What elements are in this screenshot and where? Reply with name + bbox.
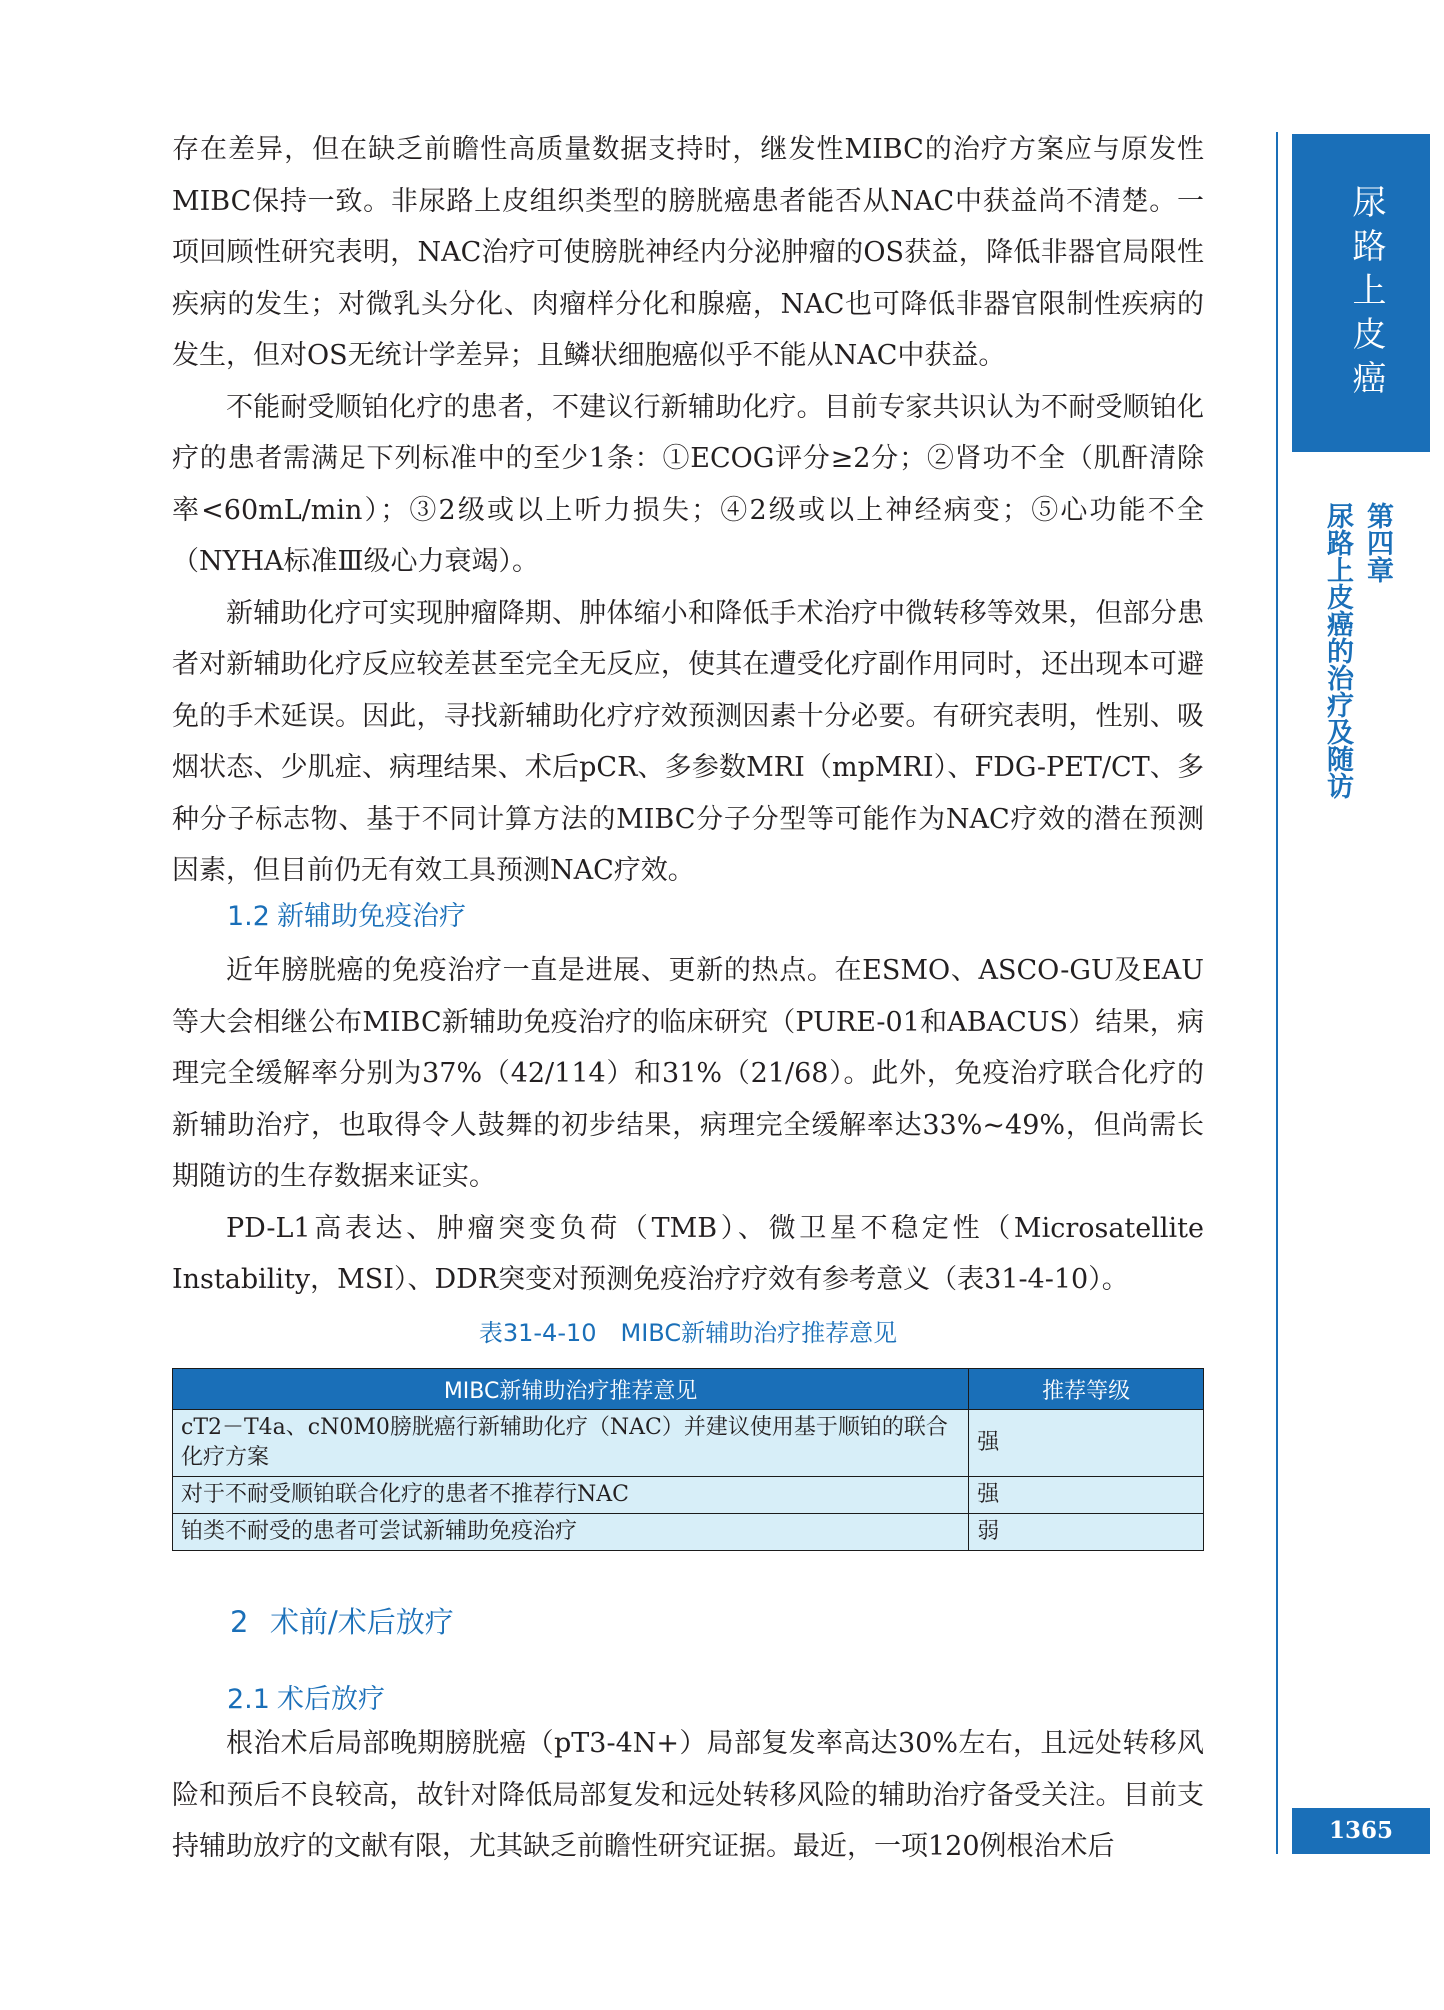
paragraph: 不能耐受顺铂化疗的患者，不建议行新辅助化疗。目前专家共识认为不耐受顺铂化疗的患者需满足下列标准中的至少1条：①ECOG评分≥2分；②肾功不全（肌酐清除率<60mL/min）；③2级或以上听力损失；④2级或以上神经病变；⑤心功能不全（NYHA标准Ⅲ级心力衰竭）。 xyxy=(172,391,1204,577)
sidebar-divider xyxy=(1276,132,1278,1854)
table-row xyxy=(173,1477,1204,1514)
body-block-3 xyxy=(172,1718,1204,1873)
paragraph: 存在差异，但在缺乏前瞻性高质量数据支持时，继发性MIBC的治疗方案应与原发性MIBC保持一致。非尿路上皮组织类型的膀胱癌患者能否从NAC中获益尚不清楚。一项回顾性研究表明，NAC治疗可使膀胱神经内分泌肿瘤的OS获益，降低非器官局限性疾病的发生；对微乳头分化、肉瘤样分化和腺癌，NAC也可降低非器官限制性疾病的发生，但对OS无统计学差异；且鳞状细胞癌似乎不能从NAC中获益。 xyxy=(172,134,1204,371)
paragraph: 根治术后局部晚期膀胱癌（pT3-4N+）局部复发率高达30%左右，且远处转移风险和预后不良较高，故针对降低局部复发和远处转移风险的辅助治疗备受关注。目前支持辅助放疗的文献有限，尤其缺乏前瞻性研究证据。最近，一项120例根治术后 xyxy=(172,1728,1204,1862)
body-block-2 xyxy=(172,945,1204,1306)
section-number: 2.1 xyxy=(227,1684,270,1715)
section-tab xyxy=(1292,134,1430,452)
table-row xyxy=(173,1514,1204,1551)
paragraph: 近年膀胱癌的免疫治疗一直是进展、更新的热点。在ESMO、ASCO-GU及EAU等大会相继公布MIBC新辅助免疫治疗的临床研究（PURE-01和ABACUS）结果，病理完全缓解率分别为37%（42/114）和31%（21/68）。此外，免疫治疗联合化疗的新辅助治疗，也取得令人鼓舞的初步结果，病理完全缓解率达33%~49%，但尚需长期随访的生存数据来证实。 xyxy=(172,955,1204,1192)
section-heading-2-1 xyxy=(227,1677,385,1716)
page-number: 1365 xyxy=(1292,1808,1430,1854)
section-title: 术后放疗 xyxy=(277,1684,385,1715)
section-title: 术前/术后放疗 xyxy=(270,1605,454,1639)
table-row xyxy=(173,1410,1204,1477)
table-caption: 表31-4-10 MIBC新辅助治疗推荐意见 xyxy=(478,1319,898,1347)
section-number: 1.2 xyxy=(227,901,270,932)
paragraph: 新辅助化疗可实现肿瘤降期、肿体缩小和降低手术治疗中微转移等效果，但部分患者对新辅助化疗反应较差甚至完全无反应，使其在遭受化疗副作用同时，还出现本可避免的手术延误。因此，寻找新辅助化疗疗效预测因素十分必要。有研究表明，性别、吸烟状态、少肌症、病理结果、术后pCR、多参数MRI（mpMRI）、FDG-PET/CT、多种分子标志物、基于不同计算方法的MIBC分子分型等可能作为NAC疗效的潜在预测因素，但目前仍无有效工具预测NAC疗效。 xyxy=(172,597,1204,886)
chapter-title: 尿路上皮癌的治疗及随访 xyxy=(1322,502,1353,799)
table-header-row xyxy=(173,1369,1204,1410)
section-tab-label: 尿路上皮癌 xyxy=(1346,184,1386,404)
section-heading-2 xyxy=(230,1600,454,1641)
chapter-prefix: 第四章 xyxy=(1362,502,1393,583)
table-cell: 弱 xyxy=(969,1514,1204,1551)
chapter-label xyxy=(1317,502,1397,799)
body-block-1 xyxy=(172,124,1204,897)
column-header: 推荐等级 xyxy=(969,1369,1204,1410)
section-number: 2 xyxy=(230,1605,249,1639)
section-heading-1-2 xyxy=(227,894,466,933)
recommendation-table xyxy=(172,1368,1204,1551)
table-cell: 铂类不耐受的患者可尝试新辅助免疫治疗 xyxy=(173,1514,969,1551)
paragraph: PD-L1高表达、肿瘤突变负荷（TMB）、微卫星不稳定性（Microsatellite Instability，MSI）、DDR突变对预测免疫治疗疗效有参考意义（表31-4-10）。 xyxy=(172,1212,1204,1295)
column-header: MIBC新辅助治疗推荐意见 xyxy=(173,1369,969,1410)
table-cell: 对于不耐受顺铂联合化疗的患者不推荐行NAC xyxy=(173,1477,969,1514)
section-title: 新辅助免疫治疗 xyxy=(277,901,466,932)
table-cell: 强 xyxy=(969,1410,1204,1477)
table-cell: 强 xyxy=(969,1477,1204,1514)
table-cell: cT2－T4a、cN0M0膀胱癌行新辅助化疗（NAC）并建议使用基于顺铂的联合化疗方案 xyxy=(173,1410,969,1477)
